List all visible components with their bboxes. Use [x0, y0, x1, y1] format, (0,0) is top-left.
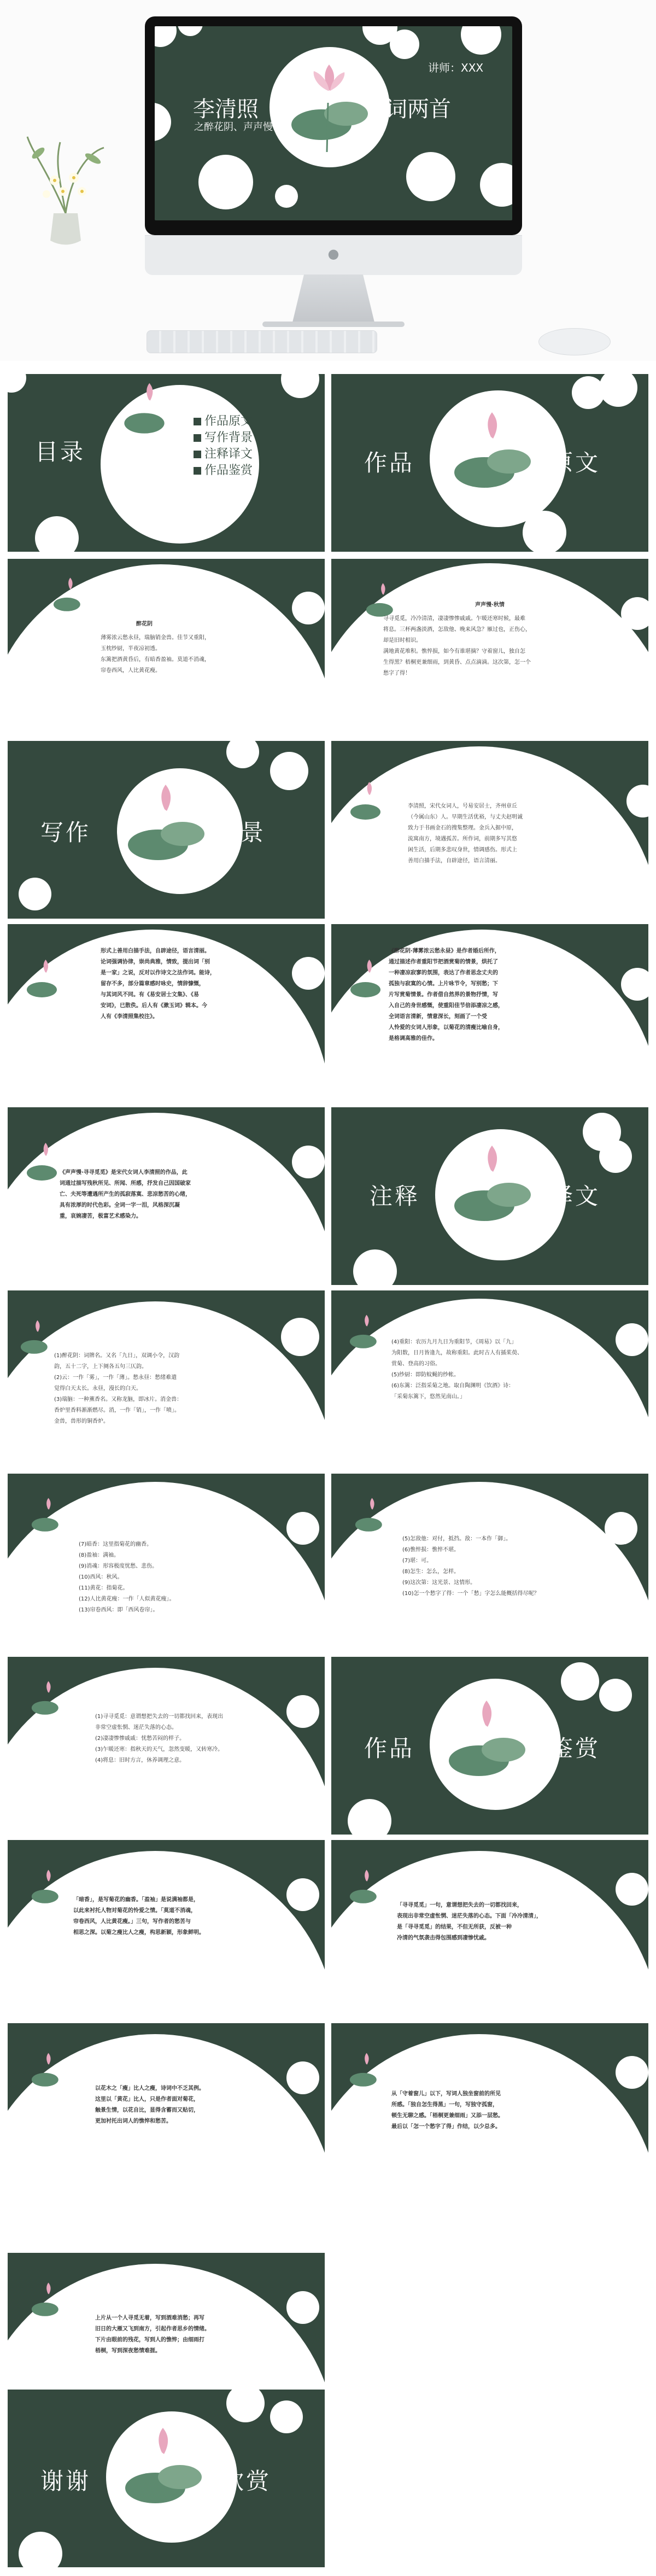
- slide-bg-2[interactable]: [8, 924, 325, 1102]
- lotus-icon: [30, 1496, 68, 1539]
- slide-thanks[interactable]: [8, 2390, 325, 2567]
- slide-notes-1[interactable]: [8, 1290, 325, 1468]
- hero-title-left: 李清照: [193, 97, 259, 122]
- lotus-icon: [348, 2051, 386, 2094]
- lotus-icon: [348, 779, 391, 828]
- apple-logo-icon: ●: [327, 246, 339, 261]
- section-title-right: 译文: [550, 1183, 601, 1210]
- appreciation-3-text: 以花木之「瘦」比人之瘦，诗词中不乏其例。 这里以「黄花」比人，只是作者面对菊花， 触景生情，以花自比，显得含蓄而又贴切， 更加衬托出词人的憔悴和愁苦。: [95, 2086, 204, 2124]
- hero-mockup: [0, 0, 656, 361]
- flower-vase-icon: [22, 131, 109, 262]
- monitor-chin: [145, 235, 522, 275]
- appreciation-2-text: 「寻寻觅觅」一句，意谓想把失去的一切都找回来， 表现出非常空虚怅惘、迷茫失落的心态。下面「冷冷清清」， 是「寻寻觅觅」的结果，不但无所获，反被一种 冷清的气氛袭击得包围感到凄惨忧戚。: [397, 1902, 542, 1941]
- lotus-icon: [51, 575, 90, 619]
- lotus-icon: [117, 379, 183, 445]
- monitor-frame: [145, 16, 522, 235]
- slide-appreciation-2[interactable]: [331, 1840, 648, 2018]
- keyboard: [147, 330, 377, 353]
- hero-title-right: 词两首: [385, 97, 451, 122]
- toc-item[interactable]: 写作背景: [194, 430, 253, 446]
- section-title-left: 写作: [40, 819, 91, 846]
- notes-1-text: (1)醉花阴：词牌名。又名「九日」，双调小令，汉韵 韵，五十二字，上下阕各五句三仄韵。 (2)云：一作「雾」，一作「薄」。愁永昼：愁绪难遣 觉得白天太长。永昼，漫长的白天。 (3)瑞脑：一种薰香名。又称龙脑，即冰片。消金兽： 香炉里香料渐渐燃尽。消，一作「销」，一作「喷」。 金兽，兽形的铜香炉。: [54, 1353, 183, 1424]
- lotus-icon: [353, 1496, 391, 1539]
- slide-bg-3[interactable]: [331, 924, 648, 1102]
- bg-1-text: 李清照，宋代女词人，号易安居士，齐州章丘 （今属山东）人。早期生活优裕，与丈夫赵明诚 致力于书画金石的搜集整理。金兵入据中原， 流寓南方，境遇孤苦。所作词，前期多写其悠 闲生活，后期多悲叹身世，情调感伤。形式上 善用白描手法，自辟途径，语言清丽。: [408, 803, 523, 864]
- lotus-icon: [30, 1867, 68, 1911]
- lotus-icon: [30, 1679, 68, 1722]
- notes-5-text: (1)寻寻觅觅：意谓想把失去的一切都找回来，表现出 非常空虚怅惘、迷茫失落的心态。 (2)凄凄惨惨戚戚：忧愁苦闷的样子。 (3)乍暖还寒：指秋天的天气，忽然变暖，又转寒冷。 (4)将息：旧时方言，休养调理之意。: [95, 1714, 224, 1763]
- appreciation-4-text: 从「守着窗儿」以下，写词人独坐窗前的所见 所感。「独自怎生得黑」一句，写独守孤窗， 顿生无聊之感。「梧桐更兼细雨」又添一层愁。 最后以「怎一个愁字了得」作结，以少总多。: [391, 2091, 503, 2130]
- lotus-illustration: [125, 779, 207, 878]
- appreciation-1-text: 「暗香」，是写菊花的幽香。「盈袖」是说满袖都是， 以此来衬托人物对菊花的怜爱之情。「莫道不消魂， 帘卷西风，人比黄花瘦。」三句，写作者的愁苦与 相思之深。以菊之瘦比人之瘦，构思新颖，形象鲜明。: [73, 1897, 204, 1936]
- notes-4-text: (5)怎敌他：对付，抵挡。敌：一本作「御」。 (6)憔悴损：憔悴不堪。 (7)堪：可。 (8)怎生：怎么，怎样。 (9)这次第：这光景、这情形。 (10)怎一个愁字了得：一个「愁」字怎么能概括得尽呢？: [402, 1536, 540, 1597]
- slide-notes-title[interactable]: [331, 1107, 648, 1285]
- lotus-illustration: [122, 2422, 204, 2521]
- monitor-stand: [284, 274, 383, 324]
- toc-item[interactable]: 注释译文: [194, 446, 253, 463]
- slide-notes-4[interactable]: [331, 1474, 648, 1651]
- bg-4-text: 《声声慢·寻寻觅觅》是宋代女词人李清照的作品，此 词通过描写残秋所见、所闻、所感，抒发自己因国破家 亡、夫死等遭遇所产生的孤寂落寞、悲凉愁苦的心绪， 具有浓厚的时代色彩。全词一字一泪，风格深沉凝 重，哀婉凄苦，极富艺术感染力。: [60, 1170, 191, 1219]
- section-title-right: 鉴赏: [550, 1735, 601, 1762]
- appreciation-5-text: 上片从一个人寻觅无着，写到酒难消愁；再写 旧日的大雁又飞到南方，引起作者思乡的情绪。 下片由眼前的残花，写到人的憔悴；由细雨打 梧桐，写到深夜愁情难捱。: [95, 2315, 210, 2354]
- toc-item[interactable]: 作品原文: [194, 413, 253, 430]
- poem-1-title: 醉花阴: [136, 621, 153, 627]
- slide-appreciation-1[interactable]: [8, 1840, 325, 2018]
- hero-lecturer: 讲师：XXX: [428, 61, 484, 74]
- slide-toc[interactable]: [8, 374, 325, 552]
- lotus-illustration: [446, 1695, 528, 1794]
- toc-title: 目录: [35, 439, 86, 465]
- monitor-screen: [155, 26, 512, 220]
- poem-1-text: 薄雾浓云愁永昼，瑞脑销金兽。佳节又重阳， 玉枕纱厨，半夜凉初透。 东篱把酒黄昏后，有暗香盈袖。莫道不消魂， 帘卷西风，人比黄花瘦。: [101, 635, 210, 674]
- lotus-icon: [348, 1867, 386, 1911]
- notes-3-text: (7)暗香：这里指菊花的幽香。 (8)盈袖：满袖。 (9)消魂：形容极度忧愁、悲伤。 (10)西风：秋风。 (11)黄花：指菊花。 (12)人比黄花瘦：一作「人似黄花瘦」。 (13)帘卷西风：即「西风卷帘」。: [79, 1541, 175, 1613]
- mouse: [538, 328, 611, 355]
- slide-bg-1[interactable]: [331, 741, 648, 919]
- lotus-icon: [348, 1312, 386, 1356]
- slide-notes-3[interactable]: [8, 1474, 325, 1651]
- slide-poem-2[interactable]: [331, 559, 648, 737]
- section-title-right: 背景: [215, 819, 266, 846]
- lotus-illustration: [452, 1140, 534, 1239]
- lotus-icon: [19, 1318, 57, 1362]
- slide-notes-2[interactable]: [331, 1290, 648, 1468]
- slide-poem-1[interactable]: [8, 559, 325, 737]
- section-title-left: 作品: [364, 449, 415, 476]
- slide-background-title[interactable]: [8, 741, 325, 919]
- section-title-right: 原文: [550, 449, 601, 476]
- lotus-icon: [30, 2051, 68, 2094]
- lotus-icon: [24, 957, 68, 1006]
- notes-2-text: (4)重阳：农历九月九日为重阳节，《周易》以「九」 为阳数，日月皆逢九，故称重阳。此时古人有插茱萸、 赏菊、登高的习俗。 (5)纱厨：即防蚊蝇的纱帐。 (6)东篱：泛指采菊之地。取自陶渊明《饮酒》诗： 「采菊东篱下，悠然见南山。」: [391, 1339, 523, 1400]
- slide-appreciation-title[interactable]: [331, 1657, 648, 1835]
- lotus-illustration: [452, 407, 534, 505]
- poem-2-title: 声声慢·秋情: [475, 602, 505, 608]
- bg-2-text: 形式上善用白描手法，自辟途径，语言清丽。 论词强调协律，崇尚典雅，情致，提出词「别 是一家」之说，反对以作诗文之法作词。能诗， 留存不多，部分篇章感时咏史，情辞慷慨， 与其词风不同。有《易安居士文集》、《易 安词》，已散佚。后人有《漱玉词》辑本。今 人有《李清照集校注》。: [101, 948, 215, 1020]
- monitor-stand-base: [262, 322, 405, 327]
- slide-notes-5[interactable]: [8, 1657, 325, 1835]
- slide-bg-4[interactable]: [8, 1107, 325, 1285]
- section-title-left: 注释: [370, 1183, 420, 1210]
- thanks-right: 欣赏: [221, 2468, 272, 2495]
- toc-list: [194, 413, 253, 479]
- slide-original-title[interactable]: [331, 374, 648, 552]
- lotus-illustration: [289, 59, 371, 157]
- bg-3-text: 《醉花阴·薄雾浓云愁永昼》是作者婚后所作， 通过描述作者重阳节把酒赏菊的情景，烘托了 一种凄凉寂寥的氛围，表达了作者思念丈夫的 孤独与寂寞的心情。上片咏节令，写别愁；下 片写赏菊情景。作者借自然界的景物抒情，写 入自己的身世感慨，使重阳佳节倍添凄凉之感， 全词语言清新，情意深长，刻画了一个受 人怜爱的女词人形象，以菊花的清瘦比喻自身， 是格调高雅的佳作。: [389, 948, 503, 1042]
- toc-item[interactable]: 作品鉴赏: [194, 463, 253, 479]
- slide-appreciation-3[interactable]: [8, 2023, 325, 2201]
- section-title-left: 作品: [364, 1735, 415, 1762]
- lotus-icon: [30, 2280, 68, 2324]
- lotus-icon: [348, 957, 391, 1006]
- slide-appreciation-4[interactable]: [331, 2023, 648, 2201]
- poem-2-text: 寻寻觅觅，冷冷清清，凄凄惨惨戚戚。乍暖还寒时候，最难 将息。三杯两盏淡酒，怎敌他、晚来风急？雁过也，正伤心， 却是旧时相识。 满地黄花堆积。憔悴损，如今有谁堪摘？守着窗儿，独自怎 生得黑？梧桐更兼细雨，到黄昏、点点滴滴。这次第，怎一个 愁字了得！: [383, 616, 531, 676]
- hero-subtitle: 之醉花阴、声声慢: [194, 121, 273, 133]
- thanks-left: 谢谢: [40, 2468, 91, 2495]
